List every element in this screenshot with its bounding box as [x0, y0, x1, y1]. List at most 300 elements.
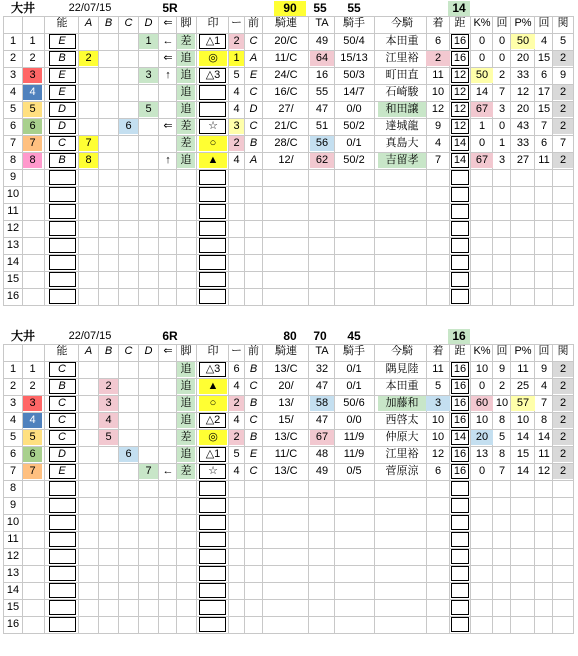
cell-chaku: 2: [426, 51, 450, 66]
cell-kyaku: 差: [177, 430, 195, 445]
column-header-C: C: [124, 17, 133, 29]
cell-mark: ○: [199, 396, 227, 411]
grid-vline: [262, 344, 263, 633]
column-header-ta: TA: [315, 345, 329, 357]
cell-kishu: 0/1: [346, 380, 362, 392]
column-header-kai: 回: [496, 345, 508, 357]
cell-konki: 町田直: [385, 69, 419, 81]
cell-waku: 8: [23, 153, 42, 168]
cell-C: [119, 430, 138, 445]
cell-B: [99, 464, 118, 479]
cell-waku: 1: [23, 34, 42, 49]
cell-mae: E: [249, 69, 258, 81]
cell-chaku: 11: [432, 69, 444, 81]
mark-box: [199, 255, 226, 270]
cell-k: 14: [475, 86, 489, 98]
cell-ta: 48: [315, 448, 329, 460]
cell-A: [79, 413, 98, 428]
finish-box: [451, 170, 469, 185]
grid-hline: [3, 344, 574, 345]
header-number-c2: 70: [313, 329, 327, 343]
cell-arr: [159, 136, 177, 151]
grid-hline: [3, 220, 574, 221]
cell-B: 4: [99, 413, 118, 428]
cell-B: [99, 119, 118, 134]
cell-A: 8: [79, 153, 98, 168]
cell-dash: 5: [229, 68, 244, 83]
cell-arr: ←: [162, 465, 174, 477]
cell-C: [119, 102, 138, 117]
row-number: 4: [9, 86, 17, 98]
cell-kai2: 6: [540, 69, 548, 81]
column-header-A: A: [84, 17, 93, 29]
grid-vline: [573, 344, 574, 633]
cell-A: 2: [79, 51, 98, 66]
finish-box: [451, 617, 469, 632]
cell-waku: 7: [23, 136, 42, 151]
cell-kishu: 50/2: [343, 154, 365, 166]
grid-vline: [44, 344, 45, 633]
cell-seki: 2: [553, 51, 573, 66]
row-number: 4: [9, 414, 17, 426]
cell-seki: 2: [553, 153, 573, 168]
cell-chaku: 12: [431, 448, 445, 460]
cell-C: [119, 51, 138, 66]
cell-kishu: 0/1: [346, 363, 362, 375]
cell-p: 14: [516, 431, 530, 443]
cell-k: 1: [478, 120, 486, 132]
column-header-arr: ⇐: [163, 345, 173, 357]
cell-seki: 2: [553, 102, 573, 117]
race-number: 5R: [162, 1, 178, 15]
cell-k: 60: [471, 396, 493, 411]
row-number: 14: [6, 584, 20, 596]
column-header-dash: ー: [231, 17, 242, 29]
cell-k: 67: [471, 102, 493, 117]
cell-ta: 49: [315, 465, 329, 477]
cell-arr: [159, 413, 177, 428]
cell-ta: 32: [315, 363, 329, 375]
ability-box: [49, 498, 76, 513]
cell-mae: C: [249, 465, 258, 477]
cell-kiren: 13/: [278, 397, 294, 409]
header-number-c3: 45: [347, 329, 361, 343]
cell-A: 7: [79, 136, 98, 151]
cell-ta: 49: [315, 35, 329, 47]
cell-C: [119, 379, 138, 394]
column-header-seki: 関: [557, 345, 569, 357]
cell-kai: 8: [498, 414, 506, 426]
finish-box: [451, 532, 469, 547]
cell-arr: ↑: [165, 154, 171, 166]
grid-hline: [3, 203, 574, 204]
grid-hline: [3, 480, 574, 481]
grid-hline: [3, 186, 574, 187]
cell-kyaku: 追: [177, 153, 195, 168]
cell-kai2: 15: [537, 52, 551, 64]
finish-box: [451, 289, 469, 304]
mark-box: [199, 272, 226, 287]
grid-vline: [374, 344, 375, 633]
race-number: 6R: [162, 329, 178, 343]
cell-kiren: 13/C: [274, 363, 298, 375]
mark-box: [199, 566, 226, 581]
cell-A: [79, 379, 98, 394]
cell-kishu: 15/13: [340, 52, 368, 64]
cell-chaku: 9: [434, 120, 442, 132]
cell-p: 20: [516, 103, 530, 115]
cell-B: 2: [99, 379, 118, 394]
cell-D: [139, 51, 158, 66]
cell-waku: 5: [23, 430, 42, 445]
cell-seki: 5: [559, 35, 567, 47]
grid-hline: [3, 565, 574, 566]
cell-kishu: 50/3: [343, 69, 365, 81]
cell-mark: ◎: [199, 51, 227, 66]
cell-waku: 4: [23, 413, 42, 428]
cell-mark: △3: [205, 363, 221, 375]
grid-hline: [3, 582, 574, 583]
cell-C: [119, 85, 138, 100]
column-header-chaku: 着: [432, 345, 444, 357]
cell-kyaku: 差: [177, 136, 195, 151]
cell-seki: 2: [553, 396, 573, 411]
finish-box: [451, 549, 469, 564]
row-number: 1: [9, 363, 17, 375]
cell-kiren: 11/C: [274, 52, 298, 64]
race-date: 22/07/15: [68, 330, 112, 342]
cell-mae: C: [249, 120, 258, 132]
cell-ta: 47: [315, 103, 329, 115]
grid-hline: [3, 271, 574, 272]
cell-mae: B: [249, 137, 258, 149]
cell-B: [99, 447, 118, 462]
cell-ta: 67: [310, 430, 334, 445]
cell-p: 50: [511, 34, 535, 49]
cell-mark: ▲: [199, 379, 227, 394]
cell-waku: 2: [23, 379, 42, 394]
cell-k: 0: [478, 465, 486, 477]
cell-mae: B: [249, 363, 258, 375]
cell-seki: 7: [559, 137, 567, 149]
cell-konki: 吉留孝: [378, 153, 426, 168]
cell-kishu: 50/6: [343, 397, 365, 409]
cell-p: 33: [516, 69, 530, 81]
cell-ta: 62: [310, 153, 334, 168]
cell-waku: 7: [23, 464, 42, 479]
cell-dash: 4: [229, 102, 244, 117]
ability-box: [49, 617, 76, 632]
finish-box: [451, 221, 469, 236]
cell-dash: 4: [229, 153, 244, 168]
row-number: 2: [9, 52, 17, 64]
cell-kai: 7: [498, 86, 506, 98]
cell-noh: B: [58, 52, 66, 64]
mark-box: [199, 498, 226, 513]
cell-kiren: 16/C: [274, 86, 298, 98]
cell-konki: 和田譲: [378, 102, 426, 117]
grid-vline: [374, 16, 375, 305]
finish-box: [451, 481, 469, 496]
ability-box: [49, 170, 76, 185]
cell-dash: 4: [229, 464, 244, 479]
cell-k: 0: [478, 52, 486, 64]
column-header-mae: 前: [248, 17, 259, 29]
row-number: 7: [9, 137, 17, 149]
grid-vline: [196, 16, 197, 305]
cell-konki: 達城龍: [385, 120, 419, 132]
cell-chaku: 11: [432, 363, 444, 375]
cell-kyori: 12: [453, 86, 467, 98]
cell-noh: C: [58, 431, 66, 443]
cell-mae: C: [249, 414, 258, 426]
cell-p: 25: [516, 380, 530, 392]
grid-vline: [308, 16, 309, 305]
cell-arr: ←: [162, 35, 174, 47]
cell-D: [139, 153, 158, 168]
cell-kai: 3: [498, 154, 506, 166]
cell-C: [119, 153, 138, 168]
cell-konki: 石崎駿: [385, 86, 419, 98]
cell-B: 5: [99, 430, 118, 445]
cell-chaku: 10: [431, 86, 445, 98]
row-number: 15: [6, 273, 20, 285]
cell-D: [139, 430, 158, 445]
cell-A: [79, 396, 98, 411]
row-number: 12: [6, 222, 20, 234]
cell-kyaku: 差: [177, 464, 195, 479]
cell-p: 14: [516, 465, 530, 477]
mark-box: [199, 238, 226, 253]
cell-konki: 江里裕: [385, 448, 419, 460]
cell-kai2: 6: [540, 137, 548, 149]
cell-k: 0: [478, 137, 486, 149]
cell-ta: 16: [315, 69, 329, 81]
cell-C: [119, 362, 138, 377]
cell-ta: 56: [310, 136, 334, 151]
cell-kai2: 11: [538, 154, 550, 166]
finish-box: [451, 255, 469, 270]
cell-mae: C: [249, 86, 258, 98]
cell-kiren: 20/: [278, 380, 294, 392]
cell-kyaku: 差: [177, 34, 195, 49]
cell-D: 5: [139, 102, 158, 117]
cell-mark: ○: [199, 136, 227, 151]
cell-kai2: 14: [537, 431, 551, 443]
cell-k: 10: [475, 363, 489, 375]
header-number-c1: 90: [274, 1, 306, 16]
cell-chaku: 5: [434, 380, 442, 392]
column-header-arr: ⇐: [163, 17, 173, 29]
grid-hline: [3, 237, 574, 238]
column-header-konki: 今騎: [391, 345, 413, 357]
cell-kishu: 0/0: [346, 103, 362, 115]
grid-vline: [196, 344, 197, 633]
grid-hline: [3, 288, 574, 289]
cell-k: 10: [475, 414, 489, 426]
cell-D: 1: [139, 34, 158, 49]
column-header-p: P%: [514, 345, 532, 357]
cell-ta: 64: [310, 51, 334, 66]
finish-box: [451, 566, 469, 581]
cell-waku: 5: [23, 102, 42, 117]
finish-box: [451, 498, 469, 513]
cell-noh: E: [58, 86, 66, 98]
cell-p: 10: [516, 414, 530, 426]
cell-waku: 6: [23, 119, 42, 134]
finish-box: [451, 272, 469, 287]
cell-noh: C: [58, 414, 66, 426]
cell-kai: 0: [498, 52, 506, 64]
header-number-dist: 14: [448, 1, 470, 16]
cell-A: [79, 102, 98, 117]
row-number: 11: [7, 533, 19, 545]
cell-dash: 4: [229, 379, 244, 394]
ability-box: [49, 566, 76, 581]
mark-box: [199, 289, 226, 304]
cell-kiren: 11/C: [274, 448, 298, 460]
cell-waku: 4: [23, 85, 42, 100]
column-header-kishu: 騎手: [343, 345, 365, 357]
cell-kyaku: 差: [177, 119, 195, 134]
cell-k: 13: [475, 448, 489, 460]
cell-seki: 2: [553, 430, 573, 445]
cell-dash: 4: [229, 85, 244, 100]
column-header-chaku: 着: [432, 17, 444, 29]
cell-kyori: 16: [453, 35, 467, 47]
row-number: 3: [9, 69, 17, 81]
cell-kishu: 0/1: [346, 137, 362, 149]
grid-hline: [3, 531, 574, 532]
finish-box: [451, 583, 469, 598]
cell-seki: 2: [553, 464, 573, 479]
cell-D: 7: [139, 464, 158, 479]
cell-p: 11: [517, 363, 529, 375]
cell-kai2: 8: [540, 414, 548, 426]
cell-seki: 2: [553, 85, 573, 100]
cell-kyori: 14: [453, 154, 467, 166]
cell-noh: B: [58, 380, 66, 392]
cell-D: [139, 379, 158, 394]
cell-arr: ⇐: [163, 120, 173, 132]
mark-box: [199, 549, 226, 564]
cell-mark: [199, 85, 227, 100]
cell-konki: 本田重: [385, 380, 419, 392]
cell-mark: ◎: [199, 430, 227, 445]
cell-C: [119, 464, 138, 479]
grid-hline: [3, 497, 574, 498]
finish-box: [451, 187, 469, 202]
cell-kai: 9: [498, 363, 506, 375]
cell-konki: 加藤和: [378, 396, 426, 411]
cell-kiren: 13/C: [274, 431, 298, 443]
cell-seki: 2: [553, 362, 573, 377]
cell-kyori: 16: [453, 380, 467, 392]
cell-kiren: 21/C: [274, 120, 298, 132]
mark-box: [199, 583, 226, 598]
row-number: 9: [9, 171, 17, 183]
cell-kiren: 27/: [278, 103, 294, 115]
cell-kai: 8: [498, 448, 506, 460]
row-number: 1: [9, 35, 17, 47]
cell-arr: [159, 379, 177, 394]
cell-kai2: 17: [537, 86, 551, 98]
cell-mae: E: [249, 448, 258, 460]
cell-kishu: 0/0: [346, 414, 362, 426]
cell-k: 0: [478, 380, 486, 392]
cell-kyori: 16: [453, 363, 467, 375]
cell-kyaku: 追: [177, 68, 195, 83]
cell-C: [119, 396, 138, 411]
cell-kiren: 13/C: [274, 465, 298, 477]
cell-A: [79, 34, 98, 49]
grid-hline: [3, 616, 574, 617]
row-number: 10: [6, 188, 20, 200]
header-number-c2: 55: [313, 1, 327, 15]
cell-B: [99, 102, 118, 117]
cell-chaku: 7: [434, 154, 442, 166]
column-header-B: B: [104, 345, 113, 357]
cell-kai2: 7: [540, 120, 548, 132]
cell-kai: 5: [498, 431, 506, 443]
column-header-kai: 回: [496, 17, 508, 29]
column-header-noh: 能: [56, 345, 68, 357]
cell-p: 43: [516, 120, 530, 132]
cell-mae: C: [249, 35, 258, 47]
cell-mark: △1: [205, 448, 221, 460]
row-number: 5: [9, 103, 17, 115]
cell-mae: C: [249, 380, 258, 392]
cell-B: 3: [99, 396, 118, 411]
cell-chaku: 3: [426, 396, 450, 411]
cell-B: [99, 68, 118, 83]
cell-C: [119, 136, 138, 151]
cell-dash: 2: [229, 34, 244, 49]
cell-kyori: 12: [453, 103, 467, 115]
column-header-k: K%: [473, 345, 491, 357]
cell-mark: △1: [205, 35, 221, 47]
cell-B: [99, 362, 118, 377]
cell-arr: [159, 430, 177, 445]
cell-mark: ☆: [208, 465, 218, 477]
cell-D: 3: [139, 68, 158, 83]
cell-kiren: 28/C: [274, 137, 298, 149]
column-header-kishu: 騎手: [343, 17, 365, 29]
cell-A: [79, 119, 98, 134]
cell-noh: D: [58, 120, 66, 132]
cell-kishu: 14/7: [343, 86, 365, 98]
cell-arr: [159, 396, 177, 411]
header-number-c3: 55: [347, 1, 361, 15]
cell-noh: E: [58, 465, 66, 477]
row-number: 10: [6, 516, 20, 528]
cell-p: 33: [516, 137, 530, 149]
column-header-B: B: [104, 17, 113, 29]
cell-kishu: 11/9: [343, 448, 365, 460]
row-number: 15: [6, 601, 20, 613]
cell-noh: E: [58, 35, 66, 47]
cell-mae: D: [249, 103, 258, 115]
cell-kyori: 16: [453, 52, 467, 64]
mark-box: [199, 221, 226, 236]
grid-vline: [334, 16, 335, 305]
cell-mark: △3: [205, 69, 221, 81]
column-header-kyori: 距: [454, 345, 466, 357]
cell-konki: 隅見陸: [385, 363, 419, 375]
grid-hline: [3, 633, 574, 634]
row-number: 6: [9, 448, 17, 460]
row-number: 13: [6, 239, 20, 251]
